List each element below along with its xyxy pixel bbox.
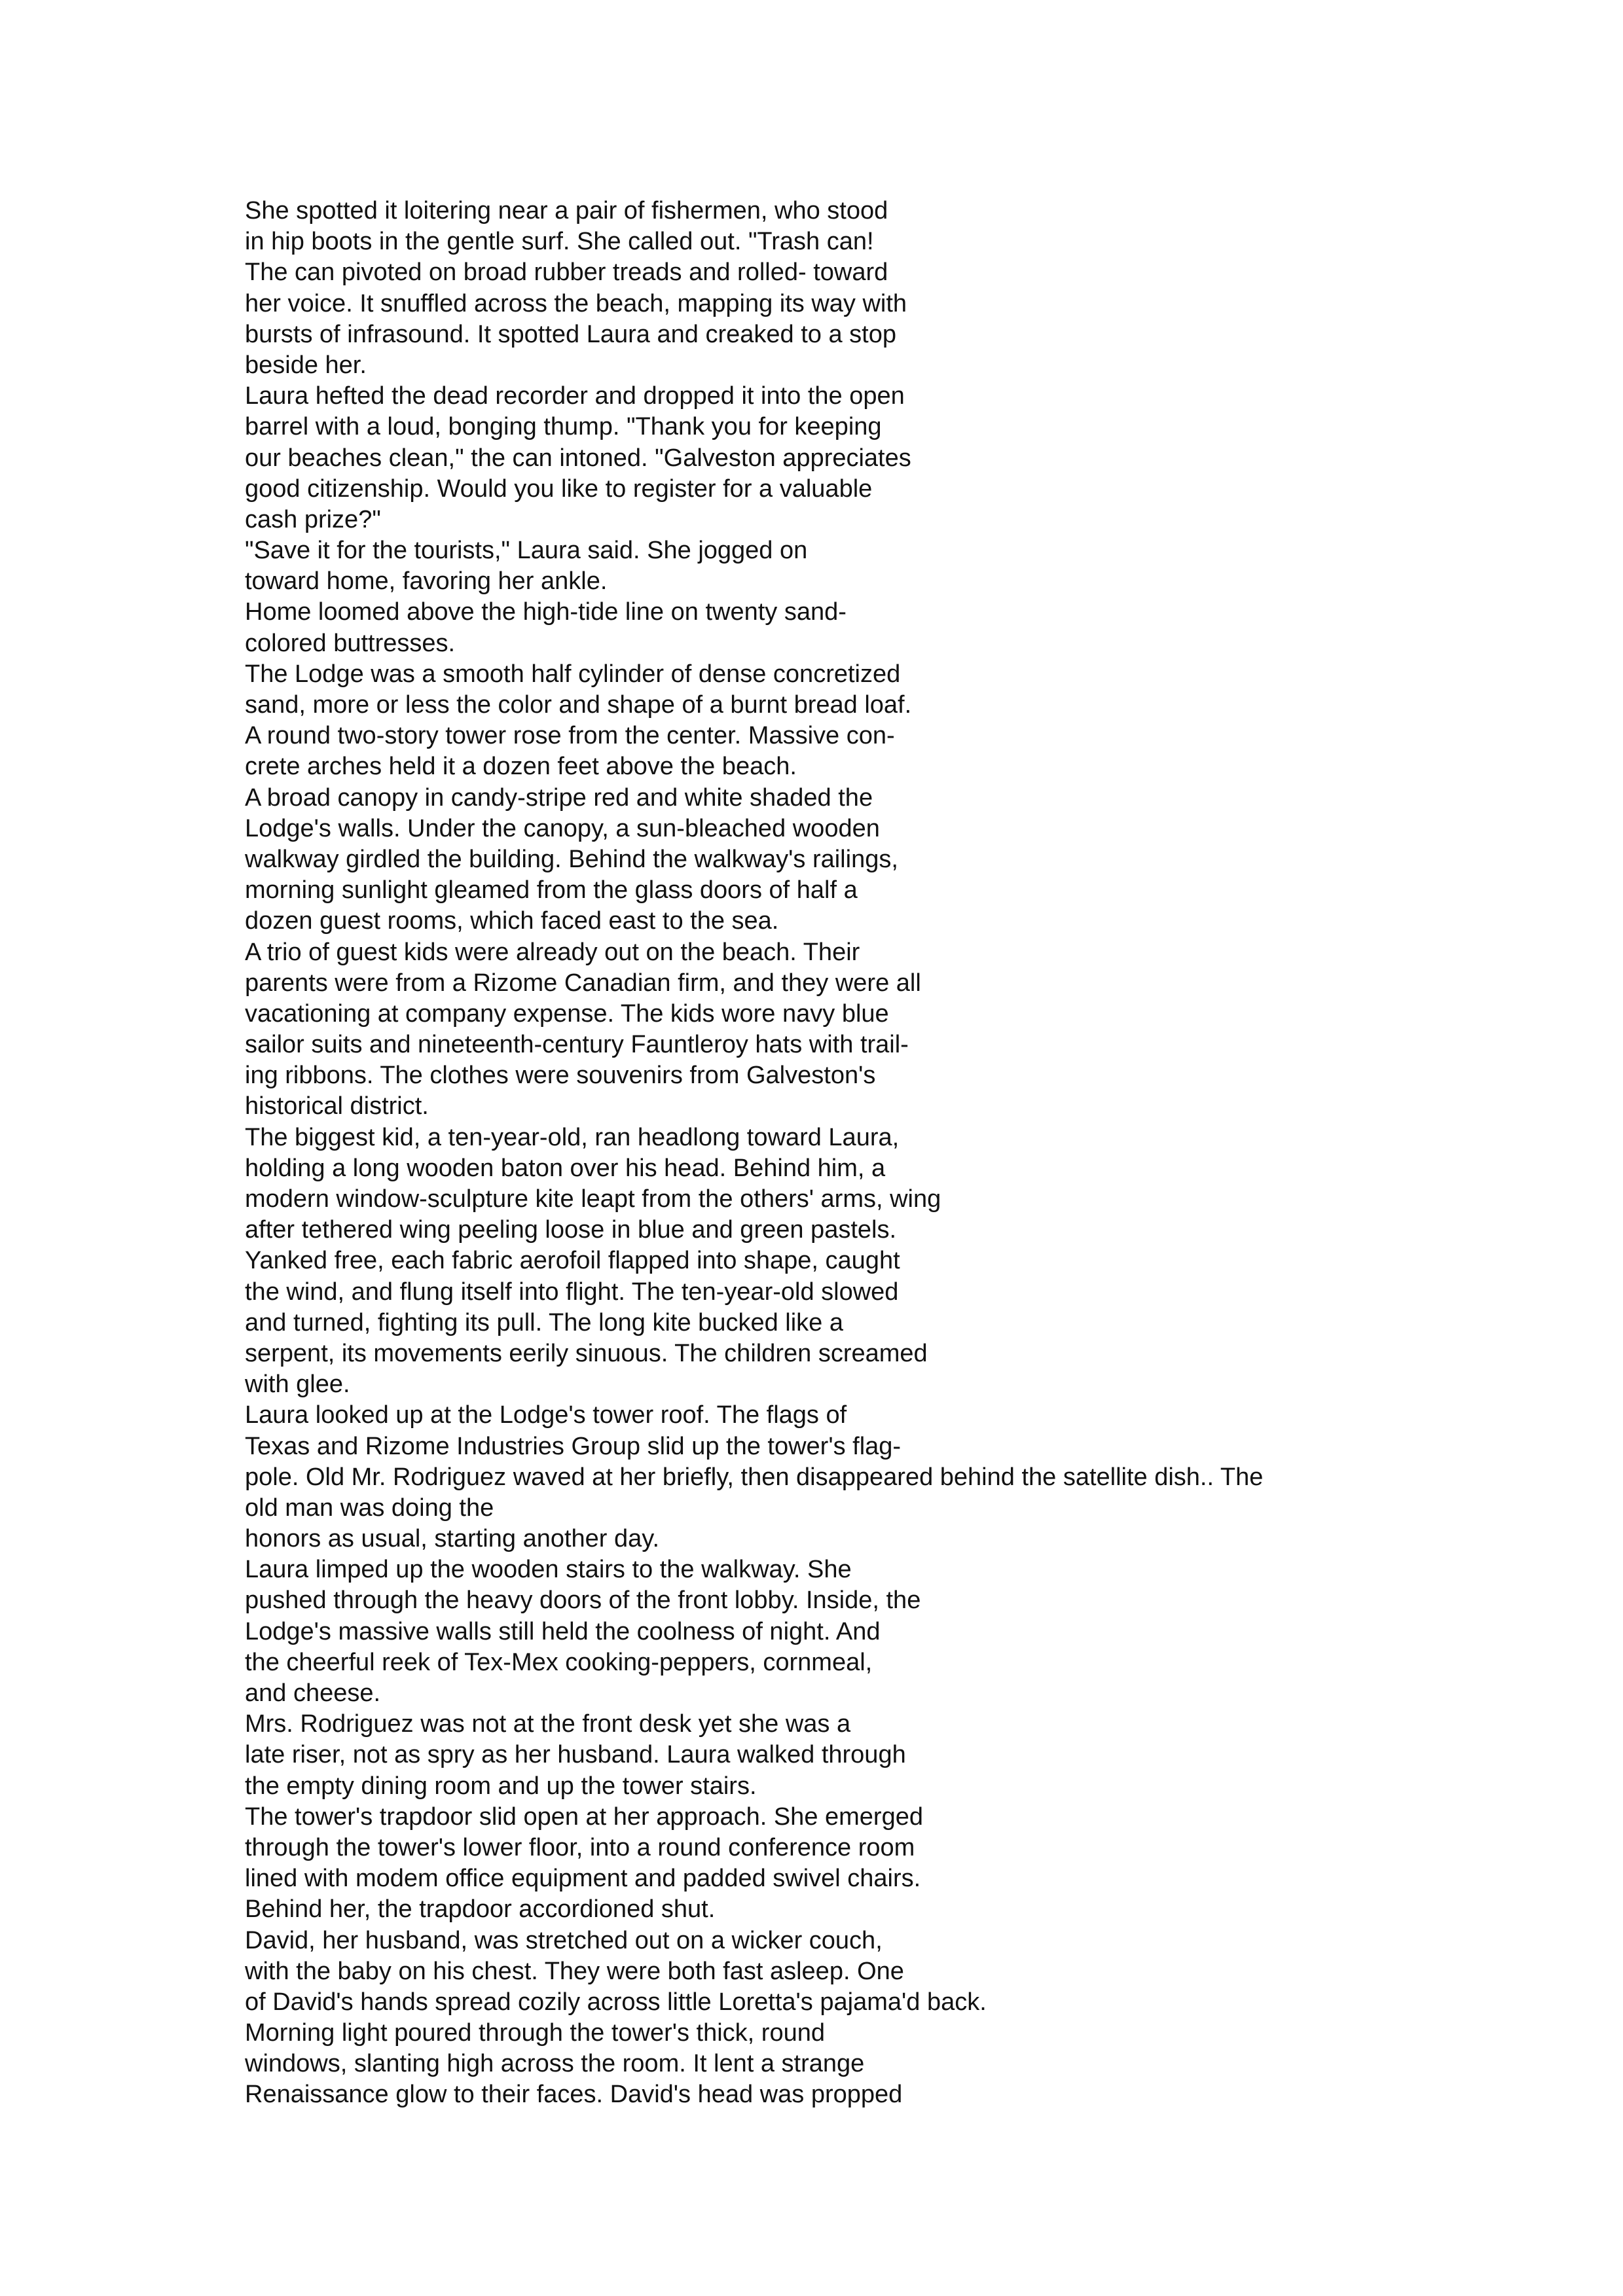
text-line: old man was doing the	[245, 1494, 494, 1522]
text-line: vacationing at company expense. The kids wore navy blue	[245, 999, 889, 1028]
text-line: David, her husband, was stretched out on a wicker couch,	[245, 1926, 883, 1954]
text-line: honors as usual, starting another day.	[245, 1525, 660, 1553]
text-line: and cheese.	[245, 1679, 381, 1707]
text-line: and turned, fighting its pull. The long kite bucked like a	[245, 1308, 843, 1336]
text-line: The biggest kid, a ten-year-old, ran headlong toward Laura,	[245, 1123, 900, 1151]
text-line: colored buttresses.	[245, 629, 456, 657]
text-line: crete arches held it a dozen feet above the beach.	[245, 753, 797, 781]
text-line: ing ribbons. The clothes were souvenirs from Galveston's	[245, 1062, 876, 1090]
text-line: good citizenship. Would you like to register for a valuable	[245, 475, 873, 503]
text-line: Yanked free, each fabric aerofoil flapped into shape, caught	[245, 1247, 900, 1275]
text-line: walkway girdled the building. Behind the walkway's railings,	[245, 845, 898, 873]
text-line: parents were from a Rizome Canadian firm, and they were all	[245, 969, 921, 997]
text-line: A trio of guest kids were already out on the beach. Their	[245, 938, 860, 966]
text-line: "Save it for the tourists," Laura said. She jogged on	[245, 537, 808, 565]
text-line: after tethered wing peeling loose in blue and green pastels.	[245, 1216, 897, 1244]
text-line: Texas and Rizome Industries Group slid up the tower's flag-	[245, 1432, 902, 1460]
text-line: pushed through the heavy doors of the front lobby. Inside, the	[245, 1587, 921, 1615]
text-line: through the tower's lower floor, into a round conference room	[245, 1833, 915, 1861]
text-line: Renaissance glow to their faces. David's head was propped	[245, 2081, 903, 2109]
text-line: barrel with a loud, bonging thump. "Thank you for keeping	[245, 413, 882, 441]
text-line: holding a long wooden baton over his head. Behind him, a	[245, 1154, 886, 1182]
text-line: bursts of infrasound. It spotted Laura and creaked to a stop	[245, 320, 896, 348]
text-line: windows, slanting high across the room. It lent a strange	[245, 2050, 865, 2078]
text-line: Lodge's walls. Under the canopy, a sun-bleached wooden	[245, 814, 880, 842]
text-line: Laura hefted the dead recorder and dropped it into the open	[245, 382, 905, 410]
text-line: our beaches clean," the can intoned. "Galveston appreciates	[245, 444, 911, 472]
text-line: late riser, not as spry as her husband. Laura walked through	[245, 1741, 906, 1769]
text-line: the cheerful reek of Tex-Mex cooking-peppers, cornmeal,	[245, 1648, 873, 1676]
text-line: Mrs. Rodriguez was not at the front desk yet she was a	[245, 1710, 851, 1738]
text-line: pole. Old Mr. Rodriguez waved at her briefly, then disappeared behind the satellite dish.. The	[245, 1463, 1264, 1491]
text-line: The can pivoted on broad rubber treads and rolled- toward	[245, 259, 888, 287]
text-line: A broad canopy in candy-stripe red and white shaded the	[245, 783, 873, 812]
text-line: the wind, and flung itself into flight. The ten-year-old slowed	[245, 1278, 899, 1306]
text-line: Laura looked up at the Lodge's tower roof. The flags of	[245, 1401, 847, 1429]
text-line: in hip boots in the gentle surf. She called out. "Trash can!	[245, 228, 874, 256]
text-line: The tower's trapdoor slid open at her approach. She emerged	[245, 1803, 923, 1831]
text-line: Home loomed above the high-tide line on twenty sand-	[245, 598, 847, 626]
text-line: of David's hands spread cozily across little Loretta's pajama'd back.	[245, 1988, 987, 2016]
text-line: The Lodge was a smooth half cylinder of dense concretized	[245, 660, 901, 688]
text-line: sand, more or less the color and shape of a burnt bread loaf.	[245, 691, 912, 719]
text-line: She spotted it loitering near a pair of fishermen, who stood	[245, 197, 888, 224]
text-line: beside her.	[245, 351, 367, 379]
text-line: cash prize?"	[245, 505, 381, 533]
text-line: the empty dining room and up the tower stairs.	[245, 1772, 757, 1800]
text-line: sailor suits and nineteenth-century Fauntleroy hats with trail-	[245, 1031, 909, 1059]
text-line: toward home, favoring her ankle.	[245, 567, 608, 596]
text-line: her voice. It snuffled across the beach, mapping its way with	[245, 289, 907, 317]
text-line: with glee.	[245, 1371, 350, 1399]
text-line: A round two-story tower rose from the center. Massive con-	[245, 722, 895, 750]
text-line: lined with modem office equipment and padded swivel chairs.	[245, 1865, 921, 1893]
text-line: Laura limped up the wooden stairs to the walkway. She	[245, 1556, 852, 1584]
text-line: dozen guest rooms, which faced east to the sea.	[245, 907, 779, 935]
body-text	[245, 196, 1554, 2111]
text-line: modern window-sculpture kite leapt from the others' arms, wing	[245, 1185, 941, 1213]
text-line: serpent, its movements eerily sinuous. The children screamed	[245, 1339, 928, 1367]
text-line: morning sunlight gleamed from the glass doors of half a	[245, 876, 858, 905]
text-line: with the baby on his chest. They were both fast asleep. One	[245, 1957, 904, 1985]
text-line: Morning light poured through the tower's thick, round	[245, 2019, 825, 2047]
text-line: historical district.	[245, 1092, 429, 1121]
text-line: Lodge's massive walls still held the coolness of night. And	[245, 1617, 881, 1645]
text-line: Behind her, the trapdoor accordioned shut.	[245, 1895, 716, 1924]
